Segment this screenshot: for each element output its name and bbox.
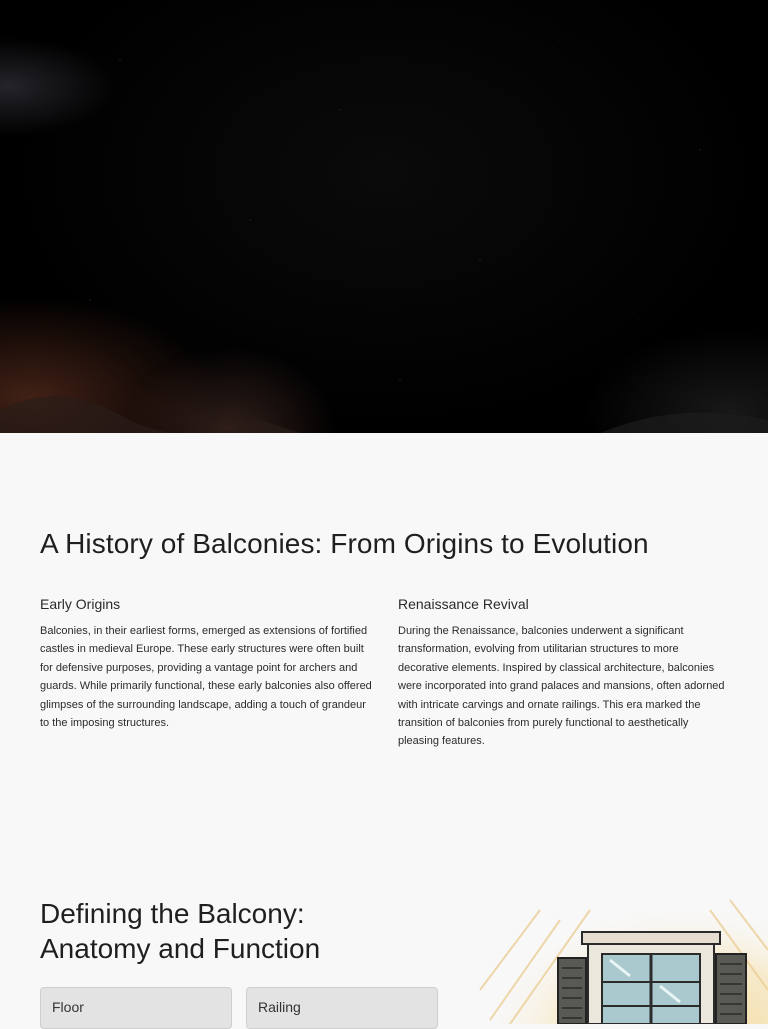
early-origins-heading: Early Origins (40, 596, 121, 612)
renaissance-heading: Renaissance Revival (398, 596, 529, 612)
renaissance-text: During the Renaissance, balconies underwent a significant transformation, evolving from utilitarian structures to more decorative elements. Inspired by classical architecture, balconies were incorporated into grand palaces and mansions, often adorned with intricate carvings and ornate railings. This era marked the transition of balconies from purely functional to aesthetically pleasing features. (398, 625, 725, 748)
early-origins-column (40, 596, 372, 732)
defining-title-line2: Anatomy and Function (40, 933, 321, 964)
railing-card[interactable] (246, 987, 438, 1029)
window-with-shutters-icon (470, 790, 768, 1024)
hero-texture (0, 0, 768, 433)
defining-title-line1: Defining the Balcony: (40, 898, 305, 929)
hero-image (0, 0, 768, 433)
history-title: A History of Balconies: From Origins to Evolution (40, 528, 649, 559)
floor-card-label: Floor (52, 999, 84, 1015)
floor-card[interactable] (40, 987, 232, 1029)
railing-card-label: Railing (258, 999, 301, 1015)
early-origins-text: Balconies, in their earliest forms, emerged as extensions of fortified castles in medieval Europe. These early structures were often built for defensive purposes, providing a vantage point for archers and guards. While primarily functional, these early balconies also offered glimpses of the surrounding landscape, adding a touch of grandeur to the imposing structures. (40, 625, 372, 730)
renaissance-column (398, 596, 728, 751)
window-illustration (470, 790, 768, 1024)
defining-title (40, 896, 460, 966)
